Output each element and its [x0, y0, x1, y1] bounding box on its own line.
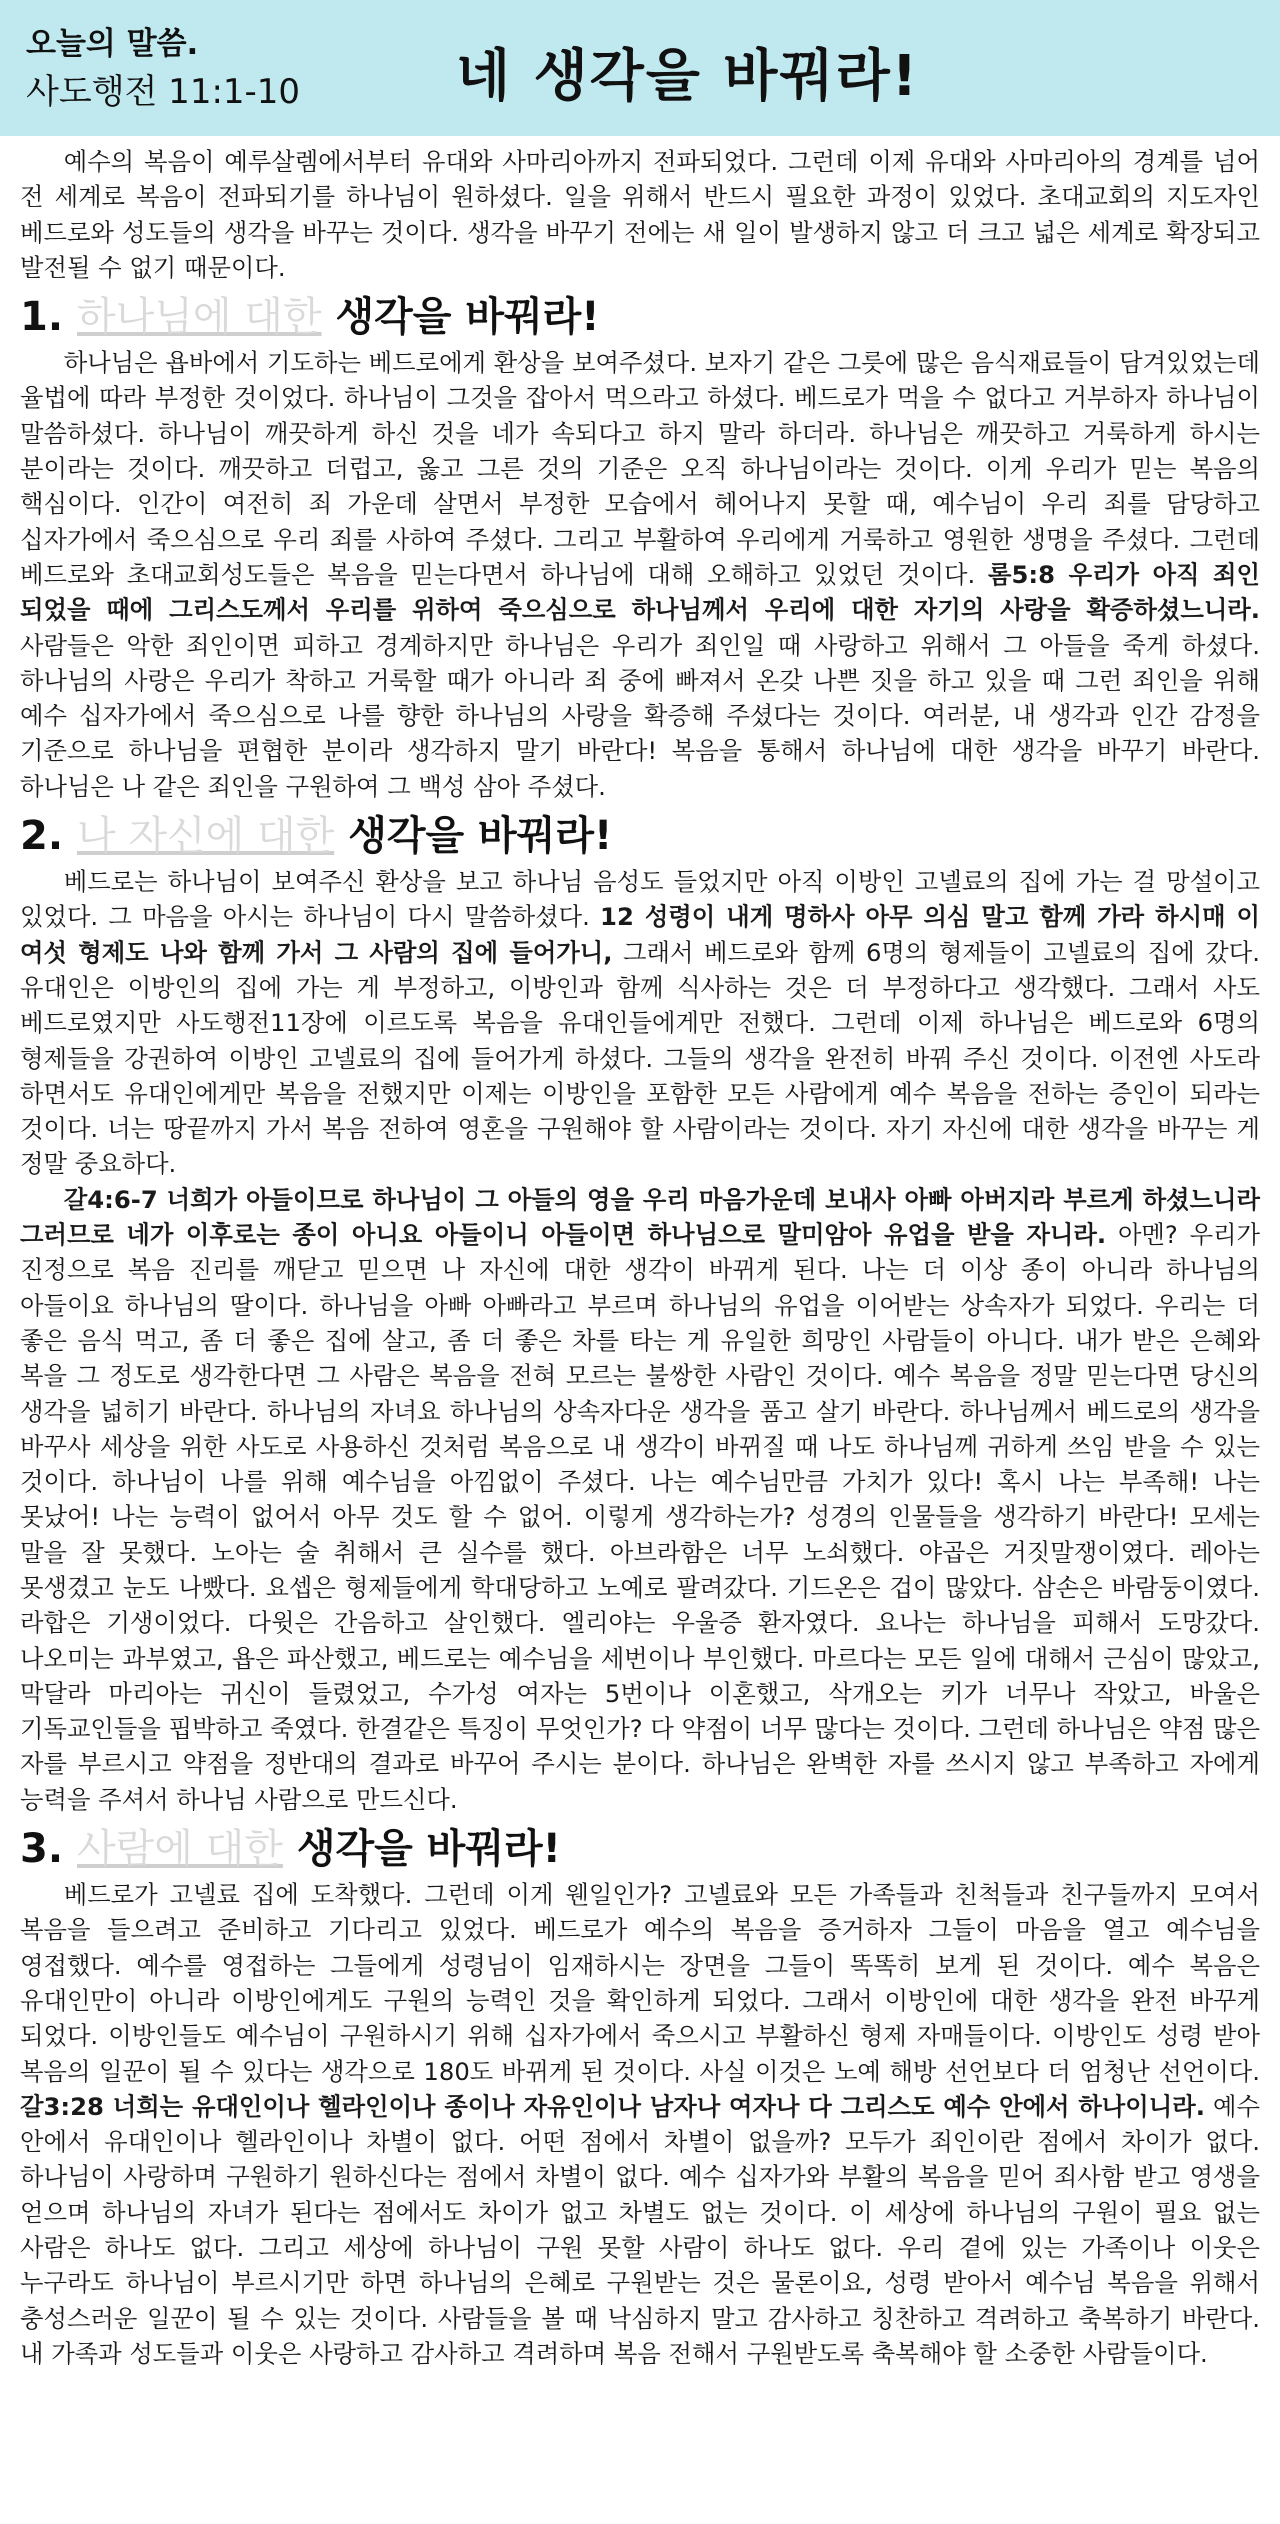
bible-verse: 갈4:6-7 너희가 아들이므로 하나님이 그 아들의 영을 우리 마음가운데 보내사 아빠 아버지라 부르게 하셨느니라 그러므로 네가 이후로는 종이 아니요 아들이니 아들이면 하나님으로 말미암아 유업을 받을 자니라.	[20, 1184, 1260, 1250]
section-heading-text: 생각을 바꿔라!	[335, 294, 600, 341]
body-text: 베드로가 고넬료 집에 도착했다. 그런데 이게 웬일인가? 고넬료와 모든 가족들과 친척들과 친구들까지 모여서 복음을 들으려고 준비하고 기다리고 있었다. 베드로가 예수의 복음을 증거하자 그들이 마음을 열고 예수님을 영접했다. 예수를 영접하는 그들에게 성령님이 임재하시는 장면을 그들이 똑똑히 보게 된 것이다. 예수 복음은 유대인만이 아니라 이방인에게도 구원의 능력인 것을 확인하게 되었다. 그래서 이방인에 대한 생각을 완전 바꾸게 되었다. 이방인들도 예수님이 구원하시기 위해 십자가에서 죽으시고 부활하신 형제 자매들이다. 이방인도 성령 받아 복음의 일꾼이 될 수 있다는 생각으로 180도 바뀌게 된 것이다. 사실 이것은 노예 해방 선언보다 더 엄청난 선언이다.	[20, 1880, 1260, 2086]
section-1-heading	[20, 291, 1260, 343]
section-2-paragraph-2	[20, 1182, 1260, 1817]
body-text: 사람들은 악한 죄인이면 피하고 경계하지만 하나님은 우리가 죄인일 때 사랑하고 위해서 그 아들을 죽게 하셨다. 하나님의 사랑은 우리가 착하고 거룩할 때가 아니라 죄 중에 빠져서 온갖 나쁜 짓을 하고 있을 때 그런 죄인을 위해 예수 십자가에서 죽으심으로 나를 향한 하나님의 사랑을 확증해 주셨다는 것이다. 여러분, 내 생각과 인간 감정을 기준으로 하나님을 편협한 분이라 생각하지 말기 바란다! 복음을 통해서 하나님에 대한 생각을 바꾸기 바란다. 하나님은 나 같은 죄인을 구원하여 그 백성 삼아 주셨다.	[20, 630, 1260, 801]
header-banner	[0, 0, 1280, 136]
bible-verse: 롬5:8 우리가 아직 죄인 되었을 때에 그리스도께서 우리를 위하여 죽으심으로 하나님께서 우리에 대한 자기의 사랑을 확증하셨느니라.	[20, 559, 1260, 625]
bible-verse: 갈3:28 너희는 유대인이나 헬라인이나 종이나 자유인이나 남자나 여자나 다 그리스도 예수 안에서 하나이니라.	[20, 2091, 1205, 2121]
section-faded-text: 나 자신에 대한	[76, 813, 335, 860]
section-1-paragraph	[20, 345, 1260, 804]
section-number: 2.	[20, 813, 64, 860]
section-2-heading	[20, 810, 1260, 862]
body-text: 예수 안에서 유대인이나 헬라인이나 차별이 없다. 어떤 점에서 차별이 없을까? 모두가 죄인이란 점에서 차이가 없다. 하나님이 사랑하며 구원하기 원하신다는 점에서 차별이 없다. 예수 십자가와 부활의 복음을 믿어 죄사함 받고 영생을 얻으며 하나님의 자녀가 된다는 점에서도 차이가 없고 차별도 없는 것이다. 이 세상에 하나님의 구원이 필요 없는 사람은 하나도 없다. 그리고 세상에 하나님이 구원 못할 사람이 하나도 없다. 우리 곁에 있는 가족이나 이웃은 누구라도 하나님이 부르시기만 하면 하나님의 은혜로 구원받는 것은 물론이요, 성령 받아서 예수님 복음을 위해서 충성스러운 일꾼이 될 수 있는 것이다. 사람들을 볼 때 낙심하지 말고 감사하고 칭찬하고 격려하고 축복하기 바란다. 내 가족과 성도들과 이웃은 사랑하고 감사하고 격려하며 복음 전해서 구원받도록 축복해야 할 소중한 사람들이다.	[20, 2091, 1260, 2368]
header-label: 오늘의 말씀.	[26, 26, 199, 62]
section-2-paragraph-1	[20, 864, 1260, 1182]
intro-paragraph: 예수의 복음이 예루살렘에서부터 유대와 사마리아까지 전파되었다. 그런데 이제 유대와 사마리아의 경계를 넘어 전 세계로 복음이 전파되기를 하나님이 원하셨다. 일을 위해서 반드시 필요한 과정이 있었다. 초대교회의 지도자인 베드로와 성도들의 생각을 바꾸는 것이다. 생각을 바꾸기 전에는 새 일이 발생하지 않고 더 크고 넓은 세계로 확장되고 발전될 수 없기 때문이다.	[20, 147, 1261, 282]
sermon-body	[0, 144, 1280, 2371]
section-faded-text: 하나님에 대한	[76, 294, 322, 341]
section-heading-text: 생각을 바꿔라!	[296, 1826, 561, 1873]
bible-verse: 12 성령이 내게 명하사 아무 의심 말고 함께 가라 하시매 이 여섯 형제도 나와 함께 가서 그 사람의 집에 들어가니,	[20, 902, 1260, 967]
body-text: 하나님은 욥바에서 기도하는 베드로에게 환상을 보여주셨다. 보자기 같은 그릇에 많은 음식재료들이 담겨있었는데 율법에 따라 부정한 것이었다. 하나님이 그것을 잡아서 먹으라고 하셨다. 베드로가 먹을 수 없다고 거부하자 하나님이 말씀하셨다. 하나님이 깨끗하게 하신 것을 네가 속되다고 하지 말라 하더라. 하나님은 깨끗하고 거룩하게 하시는 분이라는 것이다. 깨끗하고 더럽고, 옳고 그른 것의 기준은 오직 하나님이라는 것이다. 이게 우리가 믿는 복음의 핵심이다. 인간이 여전히 죄 가운데 살면서 부정한 모습에서 헤어나지 못할 때, 예수님이 우리 죄를 담당하고 십자가에서 죽으심으로 우리 죄를 사하여 주셨다. 그리고 부활하여 우리에게 거룩하고 영원한 생명을 주셨다. 그런데 베드로와 초대교회성도들은 복음을 믿는다면서 하나님에 대해 오해하고 있었던 것이다.	[20, 348, 1260, 589]
page-title: 네 생각을 바꿔라!	[456, 44, 920, 109]
body-text: 그래서 베드로와 함께 6명의 형제들이 고넬료의 집에 갔다. 유대인은 이방인의 집에 가는 게 부정하고, 이방인과 함께 식사하는 것은 더 부정하다고 생각했다. 그래서 사도 베드로였지만 사도행전11장에 이르도록 복음을 유대인들에게만 전했다. 그런데 이제 하나님은 베드로와 6명의 형제들을 강권하여 이방인 고넬료의 집에 들어가게 하셨다. 그들의 생각을 완전히 바꿔 주신 것이다. 이전엔 사도라 하면서도 유대인에게만 복음을 전했지만 이제는 이방인을 포함한 모든 사람에게 예수 복음을 전하는 증인이 되라는 것이다. 너는 땅끝까지 가서 복음 전하여 영혼을 구원해야 할 사람이라는 것이다. 자기 자신에 대한 생각을 바꾸는 게 정말 중요하다.	[20, 937, 1260, 1179]
section-3-heading	[20, 1823, 1260, 1875]
body-text: 베드로는 하나님이 보여주신 환상을 보고 하나님 음성도 들었지만 아직 이방인 고넬료의 집에 가는 걸 망설이고 있었다. 그 마음을 아시는 하나님이 다시 말씀하셨다.	[20, 867, 1260, 932]
section-number: 1.	[20, 294, 64, 341]
scripture-reference: 사도행전 11:1-10	[26, 72, 301, 112]
section-3-paragraph	[20, 1877, 1260, 2371]
section-faded-text: 사람에 대한	[76, 1826, 283, 1873]
section-heading-text: 생각을 바꿔라!	[348, 813, 613, 860]
body-text: 아멘? 우리가 진정으로 복음 진리를 깨닫고 믿으면 나 자신에 대한 생각이 바뀌게 된다. 나는 더 이상 종이 아니라 하나님의 아들이요 하나님의 딸이다. 하나님을 아빠 아빠라고 부르며 하나님의 유업을 이어받는 상속자가 되었다. 우리는 더 좋은 음식 먹고, 좀 더 좋은 집에 살고, 좀 더 좋은 차를 타는 게 유일한 희망인 사람들이 아니다. 내가 받은 은혜와 복을 그 정도로 생각한다면 그 사람은 복음을 전혀 모르는 불쌍한 사람인 것이다. 예수 복음을 정말 믿는다면 당신의 생각을 넓히기 바란다. 하나님의 자녀요 하나님의 상속자다운 생각을 품고 살기 바란다. 하나님께서 베드로의 생각을 바꾸사 세상을 위한 사도로 사용하신 것처럼 복음으로 내 생각이 바뀌질 때 나도 하나님께 귀하게 쓰임 받을 수 있는 것이다. 하나님이 나를 위해 예수님을 아낌없이 주셨다. 나는 예수님만큼 가치가 있다! 혹시 나는 부족해! 나는 못났어! 나는 능력이 없어서 아무 것도 할 수 없어. 이렇게 생각하는가? 성경의 인물들을 생각하기 바란다! 모세는 말을 잘 못했다. 노아는 술 취해서 큰 실수를 했다. 아브라함은 너무 노쇠했다. 야곱은 거짓말쟁이였다. 레아는 못생겼고 눈도 나빴다. 요셉은 형제들에게 학대당하고 노예로 팔려갔다. 기드온은 겁이 많았다. 삼손은 바람둥이였다. 라합은 기생이었다. 다윗은 간음하고 살인했다. 엘리야는 우울증 환자였다. 요나는 하나님을 피해서 도망갔다. 나오미는 과부였고, 욥은 파산했고, 베드로는 예수님을 세번이나 부인했다. 마르다는 모든 일에 대해서 근심이 많았고, 막달라 마리아는 귀신이 들렸었고, 수가성 여자는 5번이나 이혼했고, 삭개오는 키가 너무나 작았고, 바울은 기독교인들을 핍박하고 죽였다. 한결같은 특징이 무엇인가? 다 약점이 너무 많다는 것이다. 그런데 하나님은 약점 많은 자를 부르시고 약점을 정반대의 결과로 바꾸어 주시는 분이다. 하나님은 완벽한 자를 쓰시지 않고 부족하고 자에게 능력을 주셔서 하나님 사람으로 만드신다.	[20, 1220, 1261, 1814]
section-number: 3.	[20, 1826, 64, 1873]
